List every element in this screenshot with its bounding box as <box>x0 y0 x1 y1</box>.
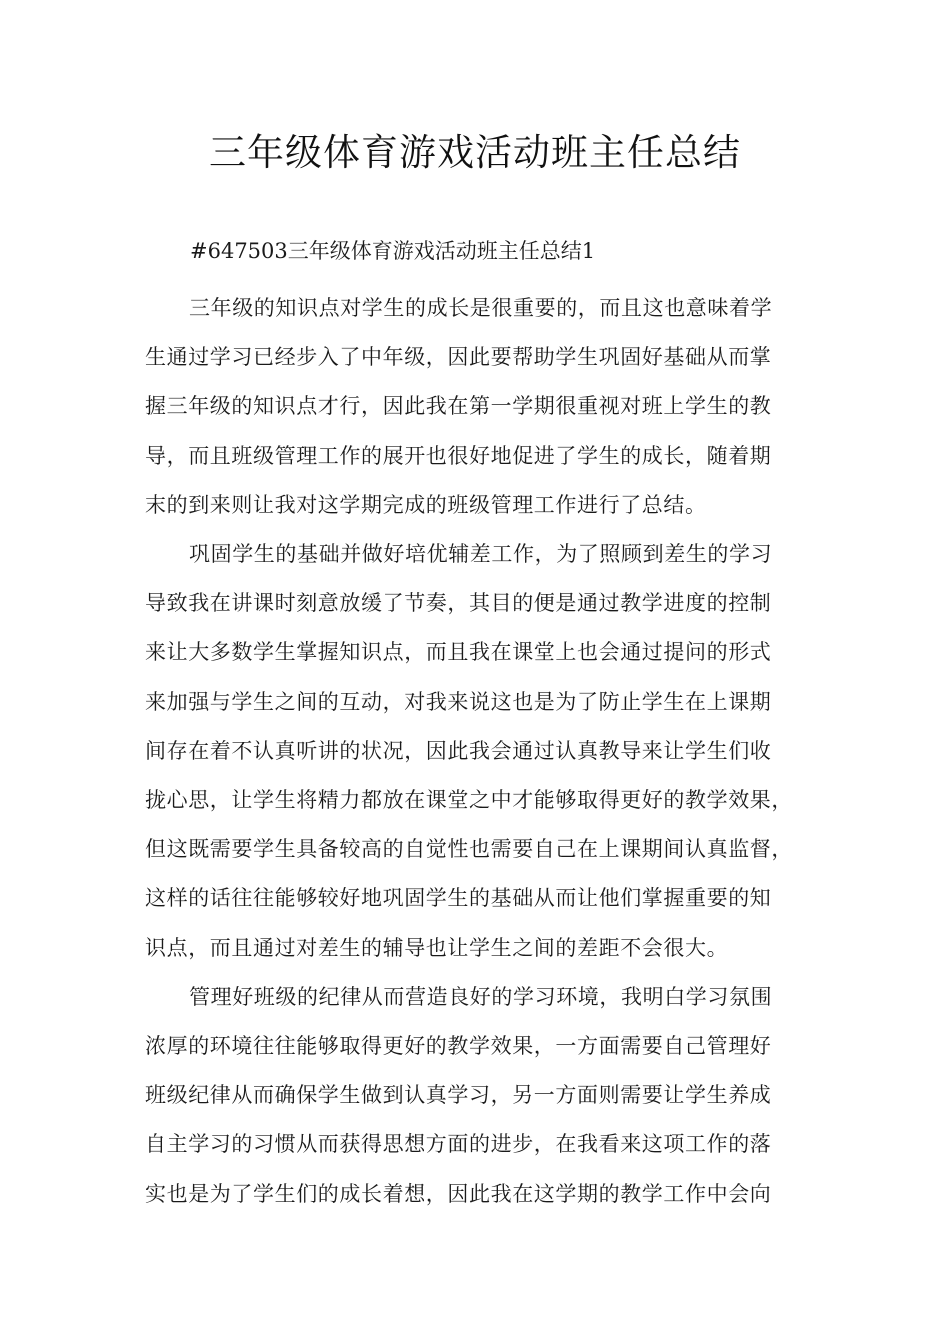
paragraph-line: 导，而且班级管理工作的展开也很好地促进了学生的成长，随着期 <box>145 443 772 468</box>
paragraph-line: 浓厚的环境往往能够取得更好的教学效果，一方面需要自己管理好 <box>145 1034 772 1059</box>
paragraph-3 <box>145 973 825 1219</box>
paragraph-2 <box>145 530 825 973</box>
paragraph-line: 实也是为了学生们的成长着想，因此我在这学期的教学工作中会向 <box>145 1181 772 1206</box>
document-subheading: #647503三年级体育游戏活动班主任总结1 <box>190 239 596 263</box>
paragraph-line: 识点，而且通过对差生的辅导也让学生之间的差距不会很大。 <box>145 935 729 960</box>
paragraph-line: 管理好班级的纪律从而营造良好的学习环境，我明白学习氛围 <box>189 984 773 1009</box>
paragraph-line: 末的到来则让我对这学期完成的班级管理工作进行了总结。 <box>145 492 707 517</box>
paragraph-line: 间存在着不认真听讲的状况，因此我会通过认真教导来让学生们收 <box>145 738 772 763</box>
paragraph-line: 握三年级的知识点才行，因此我在第一学期很重视对班上学生的教 <box>145 394 772 419</box>
paragraph-line: 三年级的知识点对学生的成长是很重要的，而且这也意味着学 <box>189 296 773 320</box>
document-body <box>145 284 825 1219</box>
paragraph-line: 来让大多数学生掌握知识点，而且我在课堂上也会通过提问的形式 <box>145 640 772 665</box>
paragraph-line: 自主学习的习惯从而获得思想方面的进步，在我看来这项工作的落 <box>145 1132 772 1157</box>
paragraph-line: 来加强与学生之间的互动，对我来说这也是为了防止学生在上课期 <box>145 689 772 714</box>
paragraph-line: 导致我在讲课时刻意放缓了节奏，其目的便是通过教学进度的控制 <box>145 591 772 616</box>
paragraph-line: 生通过学习已经步入了中年级，因此要帮助学生巩固好基础从而掌 <box>145 345 772 370</box>
paragraph-line: 这样的话往往能够较好地巩固学生的基础从而让他们掌握重要的知 <box>145 886 772 911</box>
paragraph-line: 拢心思，让学生将精力都放在课堂之中才能够取得更好的教学效果， <box>145 788 793 813</box>
paragraph-1 <box>145 284 825 530</box>
paragraph-line: 但这既需要学生具备较高的自觉性也需要自己在上课期间认真监督， <box>145 837 793 862</box>
paragraph-line: 巩固学生的基础并做好培优辅差工作，为了照顾到差生的学习 <box>189 542 773 567</box>
document-title: 三年级体育游戏活动班主任总结 <box>209 131 741 174</box>
paragraph-line: 班级纪律从而确保学生做到认真学习，另一方面则需要让学生养成 <box>145 1083 772 1108</box>
